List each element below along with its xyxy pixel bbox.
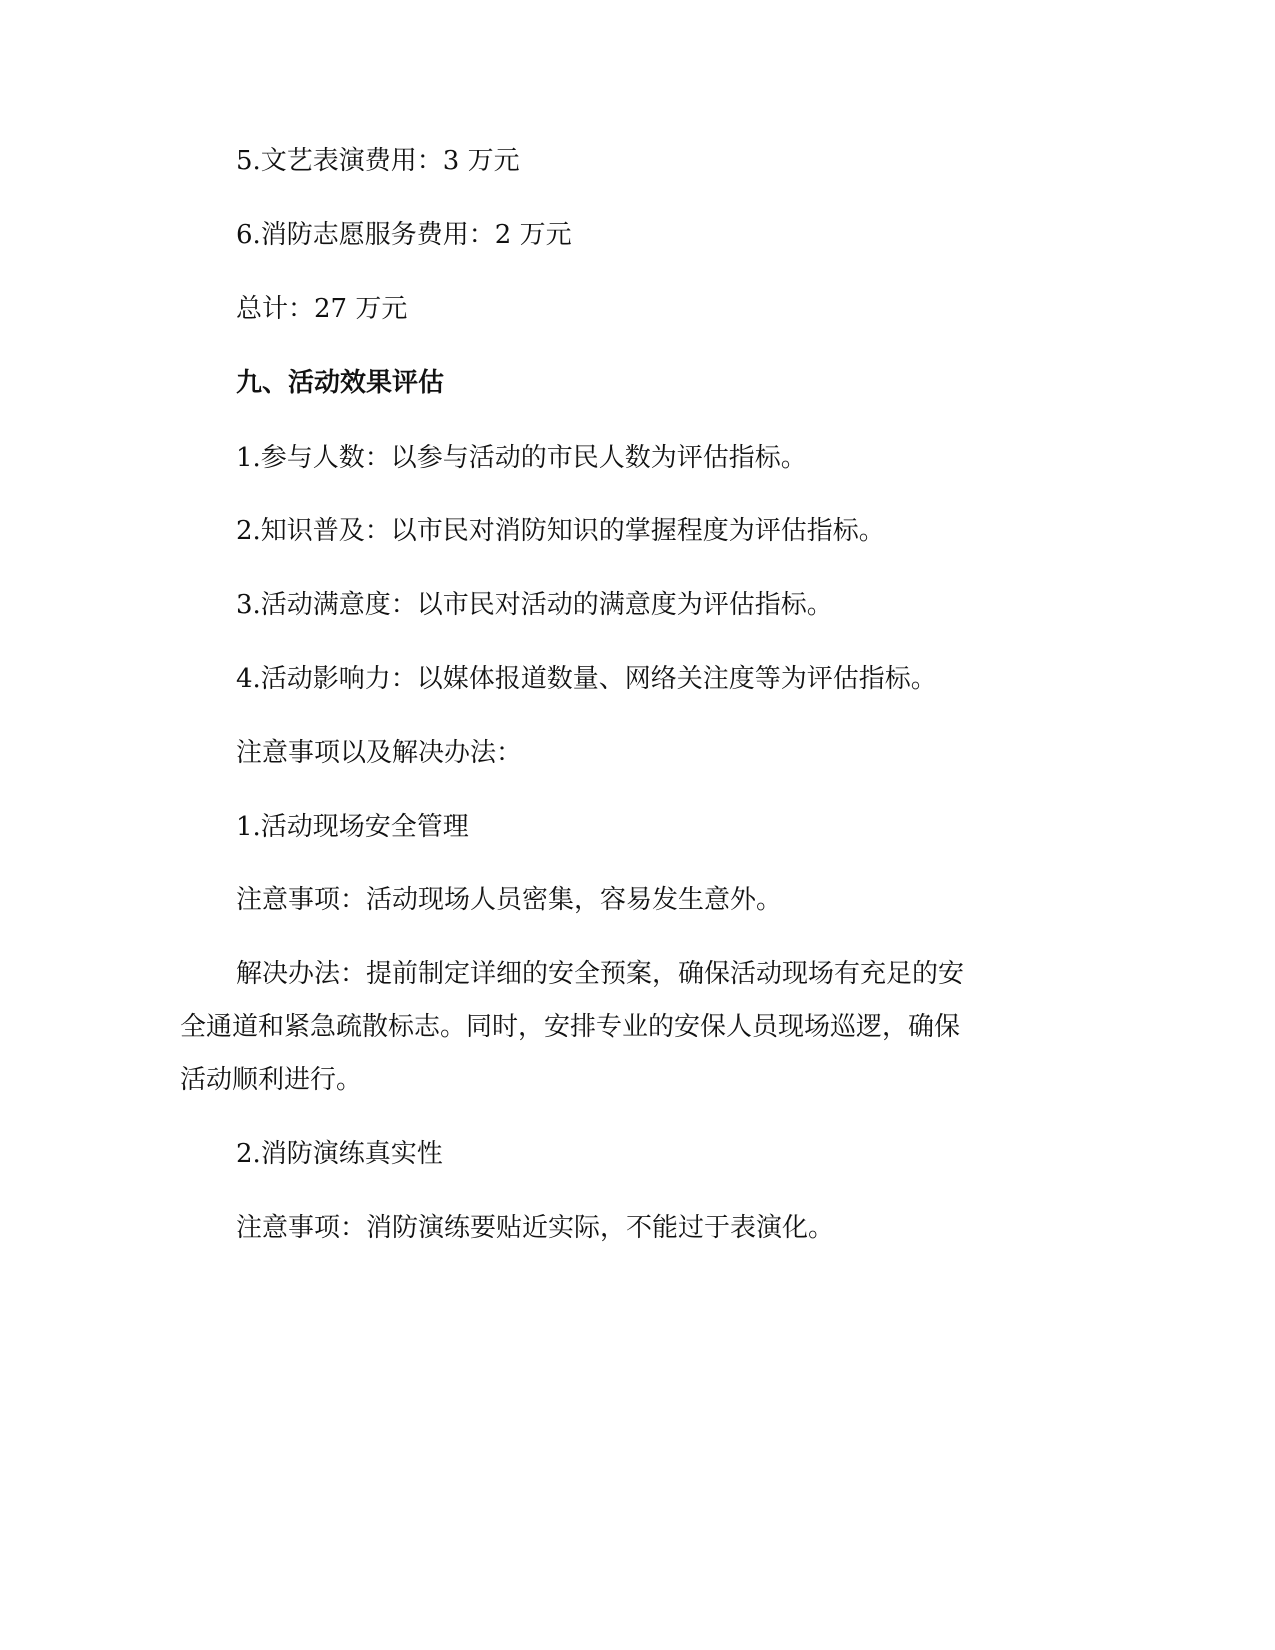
notes-item-2-title: 2.消防演练真实性	[236, 1139, 443, 1169]
notes-item-1-caution: 注意事项：活动现场人员密集，容易发生意外。	[236, 885, 783, 915]
notes-item-1-solution-line1: 解决办法：提前制定详细的安全预案，确保活动现场有充足的安	[236, 959, 965, 989]
eval-item-1: 1.参与人数：以参与活动的市民人数为评估指标。	[236, 443, 807, 473]
budget-total: 总计：27 万元	[236, 294, 408, 324]
section-heading: 九、活动效果评估	[236, 368, 445, 398]
eval-item-2: 2.知识普及：以市民对消防知识的掌握程度为评估指标。	[236, 516, 885, 546]
budget-item-5: 5.文艺表演费用：3 万元	[236, 146, 520, 176]
eval-item-3: 3.活动满意度：以市民对活动的满意度为评估指标。	[236, 590, 833, 620]
notes-item-1-solution-line3: 活动顺利进行。	[180, 1065, 363, 1095]
notes-item-2-caution: 注意事项：消防演练要贴近实际，不能过于表演化。	[236, 1213, 835, 1243]
notes-item-1-title: 1.活动现场安全管理	[236, 812, 469, 842]
eval-item-4: 4.活动影响力：以媒体报道数量、网络关注度等为评估指标。	[236, 664, 937, 694]
notes-heading: 注意事项以及解决办法：	[236, 738, 523, 768]
notes-item-1-solution-line2: 全通道和紧急疏散标志。同时，安排专业的安保人员现场巡逻，确保	[180, 1012, 961, 1042]
budget-item-6: 6.消防志愿服务费用：2 万元	[236, 220, 572, 250]
